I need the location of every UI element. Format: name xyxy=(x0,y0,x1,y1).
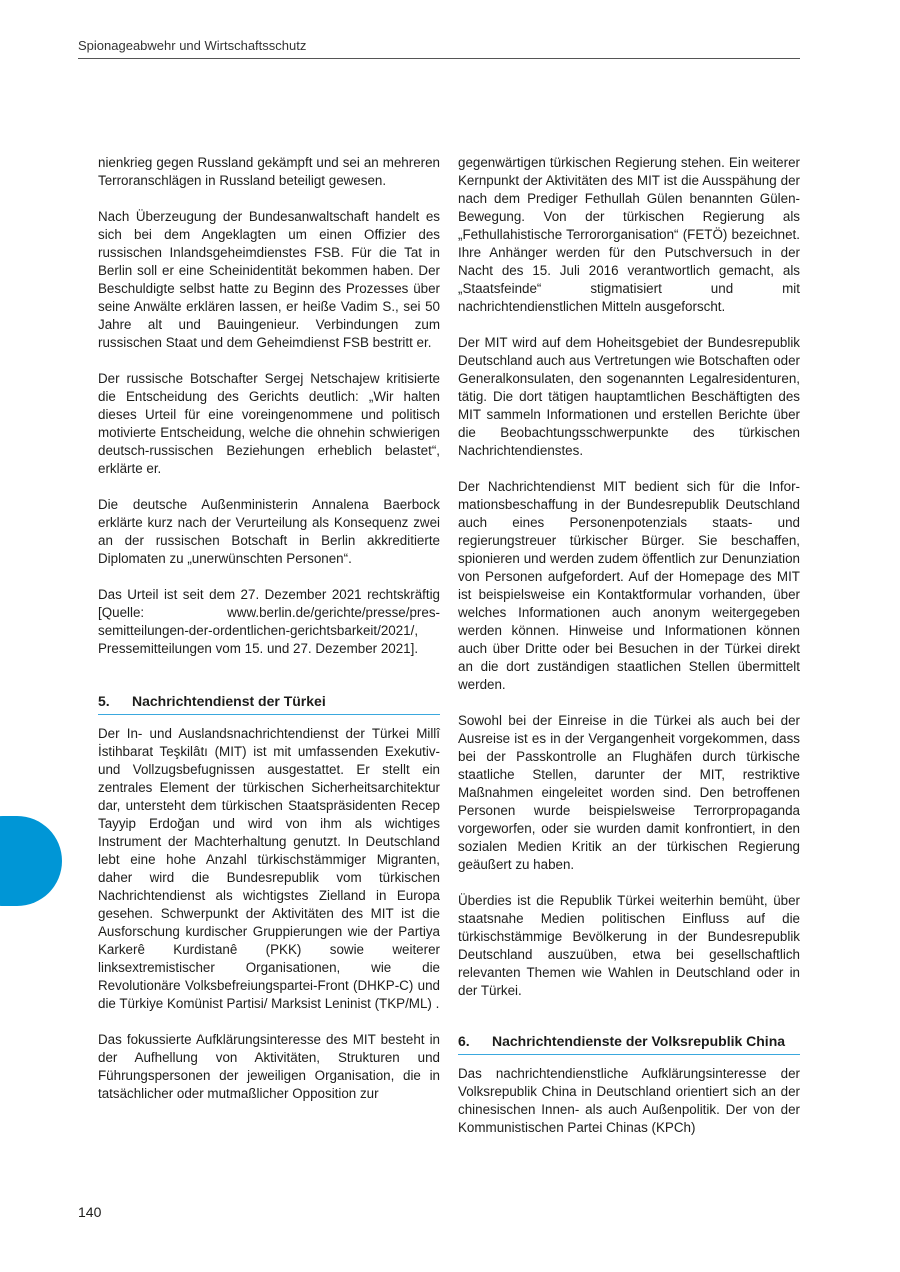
paragraph: Das nachrichtendienstliche Aufklärungsinteresse der Volksrepublik China in Deutschland orientiert sich an der chinesischen Innen- als auch Außenpolitik. Der von der Kommunistischen Partei Chinas (KPCh) xyxy=(458,1066,800,1135)
left-column xyxy=(98,154,440,1121)
paragraph: gegenwärtigen türkischen Regierung stehen. Ein weiterer Kernpunkt der Aktivitäten des MIT ist die Ausspähung der nach dem Prediger Fethullah Gülen benannten Gülen-Bewegung. Von der türkischen Regierung als „Fethullahistische Terrororganisation“ (FETÖ) bezeichnet. Ihre Anhänger werden für den Putschversuch in der Nacht des 15. Juli 2016 verantwortlich gemacht, als „Staatsfeinde“ stigmatisiert und mit nachrichtendienstlichen Mitteln ausgeforscht. xyxy=(458,155,800,314)
section-title: Nachrichtendienst der Türkei xyxy=(132,693,326,709)
paragraph: nienkrieg gegen Russland gekämpft und sei an mehreren Terroranschlägen in Russland beteiligt gewesen. xyxy=(98,155,440,188)
paragraph: Das Urteil ist seit dem 27. Dezember 2021 rechtskräftig [Quelle: www.berlin.de/gerichte/presse/pressemitteilungen-der-ordentlichen-gerichtsbarkeit/2021/, Pressemitteilungen vom 15. und 27. Dezember 2021]. xyxy=(98,587,440,656)
paragraph: Die deutsche Außenministerin Annalena Baerbock erklärte kurz nach der Verurteilung als Konsequenz zwei an der russischen Botschaft in Berlin akkreditierte Diplomaten zu „unerwünschten Personen“. xyxy=(98,497,440,566)
section-number: 6. xyxy=(458,1033,470,1049)
paragraph: Sowohl bei der Einreise in die Türkei als auch bei der Ausreise ist es in der Vergangenheit vorgekommen, dass bei der Passkontrolle an Flughäfen durch türkische staatliche Stellen, darunter der MIT, restriktive Maßnahmen eingeleitet worden sind. Den betroffenen Personen wurde beispielsweise Terrorpropaganda vorgeworfen, oder sie wurden damit konfrontiert, in den sozialen Medien Kritik an der türkischen Regierung geäußert zu haben. xyxy=(458,713,800,872)
section-number: 5. xyxy=(98,693,110,709)
section-heading-6 xyxy=(458,1032,800,1055)
paragraph: Der Nachrichtendienst MIT bedient sich für die Informationsbeschaffung in der Bundesrepublik Deutschland auch eines Personenpotenzials staats- und regierungstreuer türkischer Bürger. Sie beschaffen, spionieren und werden zudem öffentlich zur Denunziation von Personen aufgefordert. Auf der Homepage des MIT ist beispielsweise ein Kontaktformular vorhanden, über welches Informationen auch anonym weitergegeben werden können. Hinweise und Informationen können auch über Dritte oder bei Besuchen in der Türkei direkt an die dort zuständigen staatlichen Stellen übermittelt werden. xyxy=(458,479,800,692)
right-column xyxy=(458,154,800,1155)
page-number: 140 xyxy=(78,1204,102,1220)
paragraph: Der In- und Auslandsnachrichtendienst der Türkei Millî İstihbarat Teşkilâtı (MIT) ist mit umfassenden Exekutiv- und Vollzugsbefugnissen ausgestattet. Er stellt ein zentrales Element der türkischen Sicherheitsarchitektur dar, untersteht dem türkischen Staatspräsidenten Recep Tayyip Erdoğan und wird von ihm als wichtiges Instrument der Machterhaltung genutzt. In Deutschland lebt eine hohe Anzahl türkischstämmiger Migranten, daher wird die Bundesrepublik vom türkischen Nachrichtendienst als wichtigstes Zielland in Europa gesehen. Schwerpunkt der Aktivitäten des MIT ist die Ausforschung kurdischer Gruppierungen wie der Partiya Karkerê Kurdistanê (PKK) sowie weiterer linksextremistischer Organisationen, wie die Revolutionäre Volksbefreiungspartei-Front (DHKP-C) und die Türkiye Komünist Partisi/ Marksist Leninist (TKP/ML) . xyxy=(98,726,440,1011)
paragraph: Der russische Botschafter Sergej Netschajew kritisierte die Entscheidung des Gerichts deutlich: „Wir halten dieses Urteil für eine voreingenommene und politisch motivierte Entscheidung, welche die ohnehin schwierigen deutsch-russischen Beziehungen erheblich belastet“, erklärte er. xyxy=(98,371,440,476)
section-title: Nachrichtendienste der Volksrepublik China xyxy=(492,1033,786,1049)
paragraph: Der MIT wird auf dem Hoheitsgebiet der Bundesrepublik Deutschland auch aus Vertretungen wie Botschaften oder Generalkonsulaten, den sogenannten Legalresidenturen, tätig. Die dort tätigen hauptamtlichen Beschäftigten des MIT sammeln Informationen und erstellen Berichte über die Beobachtungsschwerpunkte des türkischen Nachrichtendienstes. xyxy=(458,335,800,458)
paragraph: Das fokussierte Aufklärungsinteresse des MIT besteht in der Aufhellung von Aktivitäten, Strukturen und Führungspersonen der jeweiligen Organisation, die in tatsächlicher oder mutmaßlicher Opposition zur xyxy=(98,1032,440,1101)
paragraph: Überdies ist die Republik Türkei weiterhin bemüht, über staatsnahe Medien politischen Einfluss auf die türkischstämmige Bevölkerung in der Bundesrepublik Deutschland auszuüben, etwa bei gesellschaftlich relevanten Themen wie Wahlen in Deutschland oder in der Türkei. xyxy=(458,893,800,998)
paragraph: Nach Überzeugung der Bundesanwaltschaft handelt es sich bei dem Angeklagten um einen Offizier des russischen Inlandsgeheimdienstes FSB. Für die Tat in Berlin soll er eine Scheinidentität bekommen haben. Der Beschuldigte selbst hatte zu Beginn des Prozesses über seine Anwälte erklären lassen, er heiße Vadim S., sei 50 Jahre alt und Bauingenieur. Verbindungen zum russischen Staat und dem Geheimdienst FSB bestritt er. xyxy=(98,209,440,350)
section-heading-5 xyxy=(98,692,440,715)
running-header: Spionageabwehr und Wirtschaftsschutz xyxy=(78,38,800,59)
chapter-tab-marker xyxy=(0,816,62,906)
